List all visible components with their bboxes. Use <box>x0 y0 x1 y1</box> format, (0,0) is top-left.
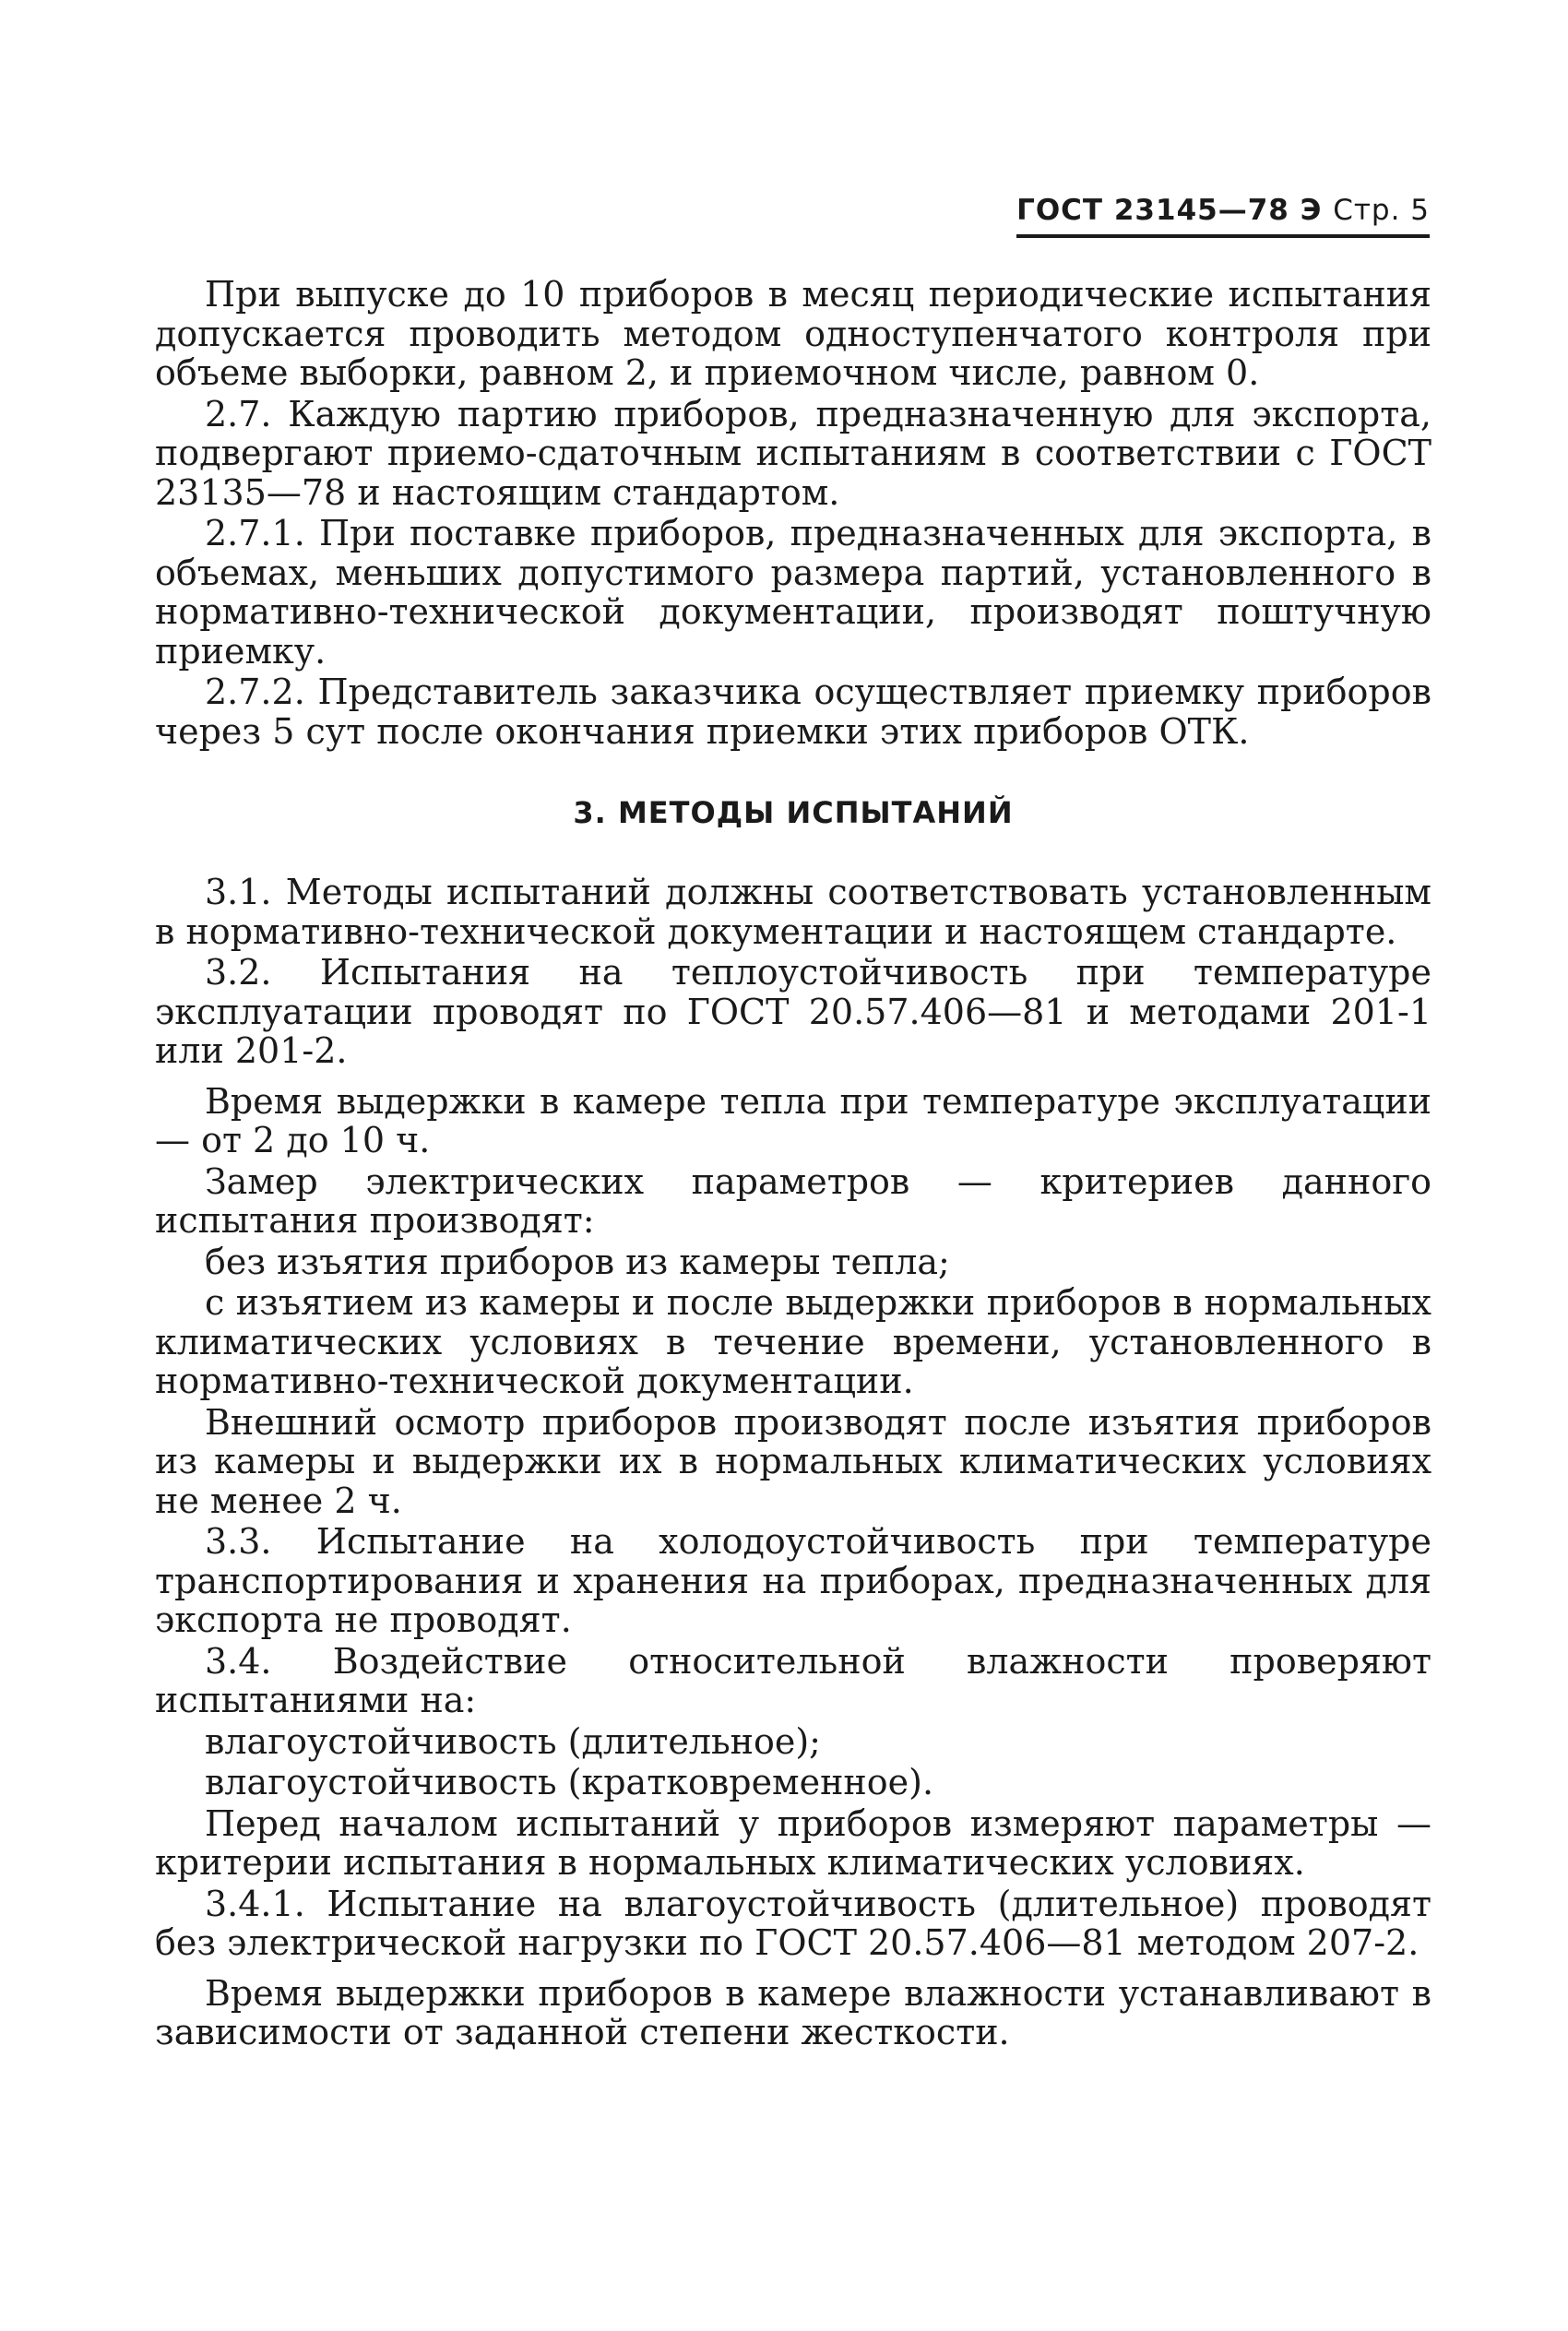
paragraph-3-2-visual: Внешний осмотр приборов производят после изъятия приборов из камеры и выдержки их в нормальных климатических условиях не менее 2 ч. <box>155 1401 1431 1521</box>
paragraph-3-4-short: влагоустойчивость (кратковременное). <box>205 1762 934 1802</box>
paragraph-2-7-1: 2.7.1. При поставке приборов, предназначенных для экспорта, в объемах, меньших допустимого размера партий, установленного в нормативно-технической документации, производят поштучную приемку. <box>155 513 1431 672</box>
page-header <box>1016 194 1430 238</box>
paragraph-3-4-1: 3.4.1. Испытание на влагоустойчивость (длительное) проводят без электрической нагрузки по ГОСТ 20.57.406—81 методом 207-2. <box>155 1883 1431 1963</box>
paragraph-3-4-1-time: Время выдержки приборов в камере влажности устанавливают в зависимости от заданной степени жесткости. <box>155 1972 1431 2052</box>
paragraph-3-2-time: Время выдержки в камере тепла при температуре эксплуатации — от 2 до 10 ч. <box>155 1080 1431 1160</box>
section-title: 3. МЕТОДЫ ИСПЫТАНИЙ <box>573 795 1014 830</box>
paragraph-3-2: 3.2. Испытания на теплоустойчивость при температуре эксплуатации проводят по ГОСТ 20.57.406—81 и методами 201-1 или 201-2. <box>155 952 1431 1071</box>
paragraph-periodic-tests: При выпуске до 10 приборов в месяц периодические испытания допускается проводить методом одноступенчатого контроля при объеме выборки, равном 2, и приемочном числе, равном 0. <box>155 274 1431 393</box>
standard-number: ГОСТ 23145—78 Э <box>1016 194 1323 227</box>
document-body <box>155 275 1431 2054</box>
paragraph-3-2-with: с изъятием из камеры и после выдержки приборов в нормальных климатических условиях в течение времени, установленного в нормативно-технической документации. <box>155 1282 1431 1401</box>
paragraph-3-2-measure: Замер электрических параметров — критериев данного испытания производят: <box>155 1160 1431 1241</box>
paragraph-2-7: 2.7. Каждую партию приборов, предназначенную для экспорта, подвергают приемо-сдаточным испытаниям в соответствии с ГОСТ 23135—78 и настоящим стандартом. <box>155 393 1431 513</box>
paragraph-2-7-2: 2.7.2. Представитель заказчика осуществляет приемку приборов через 5 сут после окончания приемки этих приборов ОТК. <box>155 672 1431 752</box>
paragraph-3-4-long: влагоустойчивость (длительное); <box>205 1720 821 1762</box>
page-number: Стр. 5 <box>1333 194 1430 227</box>
paragraph-3-4-before: Перед началом испытаний у приборов измеряют параметры — критерии испытания в нормальных климатических условиях. <box>155 1802 1431 1883</box>
paragraph-3-1: 3.1. Методы испытаний должны соответствовать установленным в нормативно-технической документации и настоящем стандарте. <box>155 872 1431 952</box>
paragraph-3-3: 3.3. Испытание на холодоустойчивость при температуре транспортирования и хранения на приборах, предназначенных для экспорта не проводят. <box>155 1521 1431 1640</box>
paragraph-3-4: 3.4. Воздействие относительной влажности проверяют испытаниями на: <box>155 1640 1431 1720</box>
paragraph-3-2-without: без изъятия приборов из камеры тепла; <box>205 1241 950 1282</box>
header-line <box>1016 194 1430 238</box>
